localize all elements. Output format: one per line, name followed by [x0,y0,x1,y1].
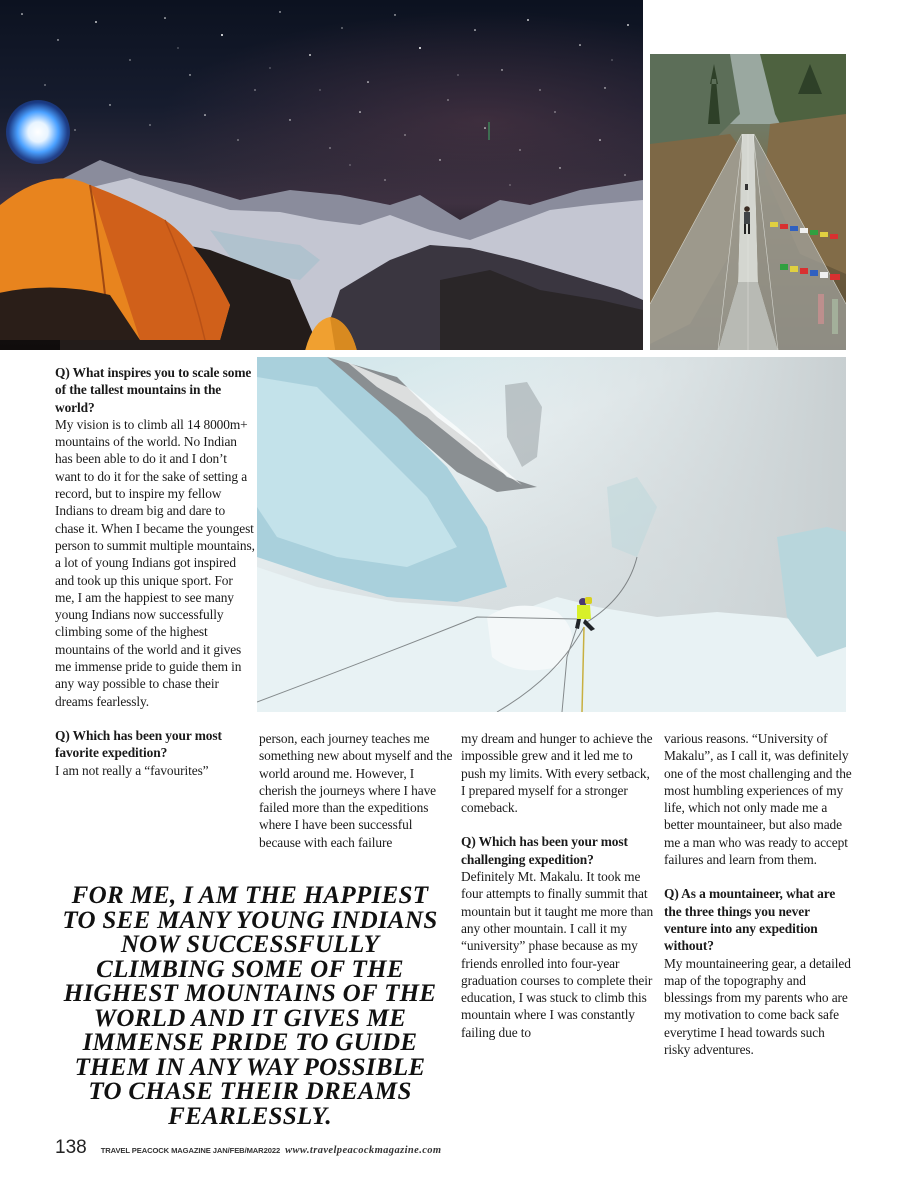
article-column-4 [664,730,854,1058]
bridge-scene [650,54,846,350]
page-number: 138 [55,1137,87,1158]
pull-quote: FOR ME, I AM THE HAPPIEST TO SEE MANY YOUNG INDIANS NOW SUCCESSFULLY CLIMBING SOME OF THE HIGHEST MOUNTAINS OF THE WORLD AND IT GIVES ME IMMENSE PRIDE TO GUIDE THEM IN ANY WAY POSSIBLE TO CHASE THEIR DREAMS FEARLESSLY. [62,882,438,1130]
magazine-issue: TRAVEL PEACOCK MAGAZINE JAN/FEB/MAR2022 [100,1146,281,1155]
answer-three-things: My mountaineering gear, a detailed map of the topography and blessings from my parents who are my motivation to come back safe everytime I head towards such risky adventures. [664,955,851,1058]
small-tent [302,315,360,350]
answer-favorite-expedition-continued: person, each journey teaches me something new about myself and the world around me. However, I cherish the journeys where I have failed more than the expeditions where I have been successful because with each failure [259,731,453,850]
answer-favorite-expedition-start: I am not really a “favourites” [55,762,209,778]
website-url[interactable]: www.travelpeacockmagazine.com [285,1145,442,1156]
article-column-1 [55,364,255,779]
night-camp-photo [0,0,643,350]
question-inspiration: Q) What inspires you to scale some of the tallest mountains in the world? [55,365,252,415]
question-challenging-expedition: Q) Which has been your most challenging expedition? [461,834,628,867]
page-footer [55,1137,442,1161]
orange-tent [0,165,240,340]
answer-challenging-expedition-end: various reasons. “University of Makalu”, as I call it, was definitely one of the most challenging and the most humbling experiences of my life, which not only made me a better mountaineer, but also made me a man who was ready to accept failures and learn from them. [664,731,852,868]
article-column-2 [259,730,454,851]
answer-inspiration: My vision is to climb all 14 8000m+ mountains of the world. No Indian has been able to do it and I don’t want to do it for the sake of setting a record, but to inspire my fellow Indians to dream big and dare to chase it. When I became the youngest person to summit multiple mountains, a lot of young Indians got inspired and took up this unique sport. For me, I am the happiest to see many young Indians now successfully climbing some of the highest mountains of the world and it gives me immense pride to guide them in any way possible to chase their dreams fearlessly. [55,416,255,709]
question-favorite-expedition: Q) Which has been your most favorite expedition? [55,727,222,761]
icefall-climb-photo [257,357,846,712]
suspension-bridge-photo [650,54,846,350]
article-column-3 [461,730,656,1041]
question-three-things: Q) As a mountaineer, what are the three things you never venture into any expedition without? [664,886,836,954]
answer-favorite-expedition-end: my dream and hunger to achieve the impossible grew and it led me to push my limits. With every setback, I prepared myself for a stronger comeback. [461,731,653,816]
answer-challenging-expedition-start: Definitely Mt. Makalu. It took me four attempts to finally summit that mountain but it taught me more than any other mountain. I call it my “university” phase because as my friends enrolled into four-year graduation courses to complete their education, I was stuck to climb this mountain where I was constantly failing due to [461,869,654,1040]
headlamp-glow [6,100,70,164]
icefall-scene [257,357,846,712]
